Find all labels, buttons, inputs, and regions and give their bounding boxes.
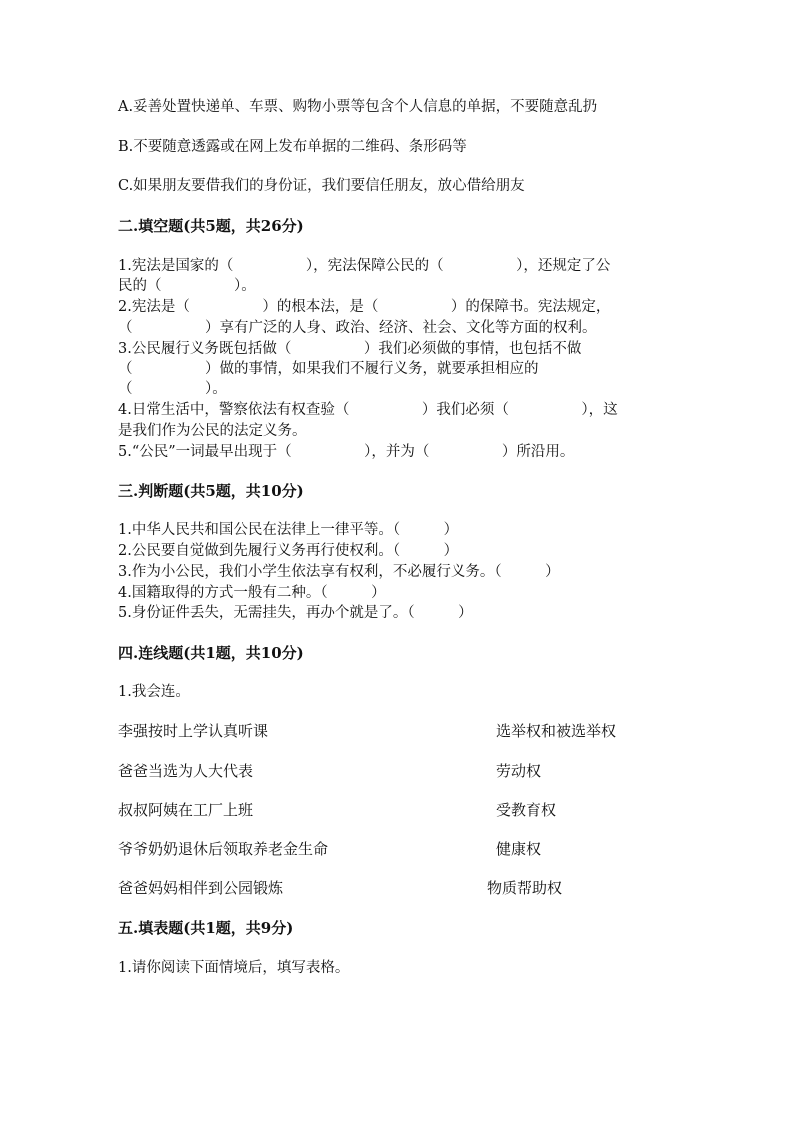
judge-item: 3.作为小公民，我们小学生依法享有权利，不必履行义务。（ ） (118, 564, 560, 580)
fill-blank-line: （ ）享有广泛的人身、政治、经济、社会、文化等方面的权利。 (118, 320, 597, 336)
match-right-item: 选举权和被选举权 (496, 722, 617, 740)
fill-blank-line: 是我们作为公民的法定义务。 (118, 423, 307, 439)
fill-blank-line: 5.“公民”一词最早出现于（ ），并为（ ）所沿用。 (118, 444, 575, 460)
section-3-title: 三.判断题(共5题，共10分) (118, 482, 304, 500)
match-right-item: 物质帮助权 (487, 879, 563, 897)
option-b: B.不要随意透露或在网上发布单据的二维码、条形码等 (118, 139, 467, 155)
fill-blank-line: 民的（ ）。 (118, 278, 256, 294)
match-question: 1.我会连。 (118, 684, 190, 700)
fill-blank-line: 3.公民履行义务既包括做（ ）我们必须做的事情，也包括不做 (118, 341, 582, 357)
match-right-item: 受教育权 (496, 801, 557, 819)
judge-item: 2.公民要自觉做到先履行义务再行使权利。（ ） (118, 543, 459, 559)
match-left-item: 爷爷奶奶退休后领取养老金生命 (118, 840, 329, 858)
match-left-item: 爸爸妈妈相伴到公园锻炼 (118, 879, 284, 897)
section-5-title: 五.填表题(共1题，共9分) (118, 919, 294, 937)
match-left-item: 爸爸当选为人大代表 (118, 762, 254, 780)
match-right-item: 健康权 (496, 840, 542, 858)
judge-item: 5.身份证件丢失，无需挂失，再办个就是了。（ ） (118, 605, 473, 621)
fill-blank-line: 1.宪法是国家的（ ），宪法保障公民的（ ），还规定了公 (118, 258, 611, 274)
judge-item: 4.国籍取得的方式一般有二种。（ ） (118, 585, 386, 601)
option-c: C.如果朋友要借我们的身份证，我们要信任朋友，放心借给朋友 (118, 178, 525, 194)
section-4-title: 四.连线题(共1题，共10分) (118, 644, 304, 662)
match-left-item: 叔叔阿姨在工厂上班 (118, 801, 254, 819)
fill-blank-line: 2.宪法是（ ）的根本法，是（ ）的保障书。宪法规定， (118, 299, 611, 315)
table-question: 1.请你阅读下面情境后，填写表格。 (118, 960, 350, 976)
match-right-item: 劳动权 (496, 762, 542, 780)
fill-blank-line: （ ）。 (118, 381, 227, 397)
judge-item: 1.中华人民共和国公民在法律上一律平等。（ ） (118, 522, 459, 538)
match-left-item: 李强按时上学认真听课 (118, 722, 269, 740)
fill-blank-line: 4.日常生活中，警察依法有权查验（ ）我们必须（ ），这 (118, 402, 618, 418)
fill-blank-line: （ ）做的事情，如果我们不履行义务，就要承担相应的 (118, 361, 539, 377)
section-2-title: 二.填空题(共5题，共26分) (118, 217, 304, 235)
option-a: A.妥善处置快递单、车票、购物小票等包含个人信息的单据，不要随意乱扔 (118, 99, 598, 115)
